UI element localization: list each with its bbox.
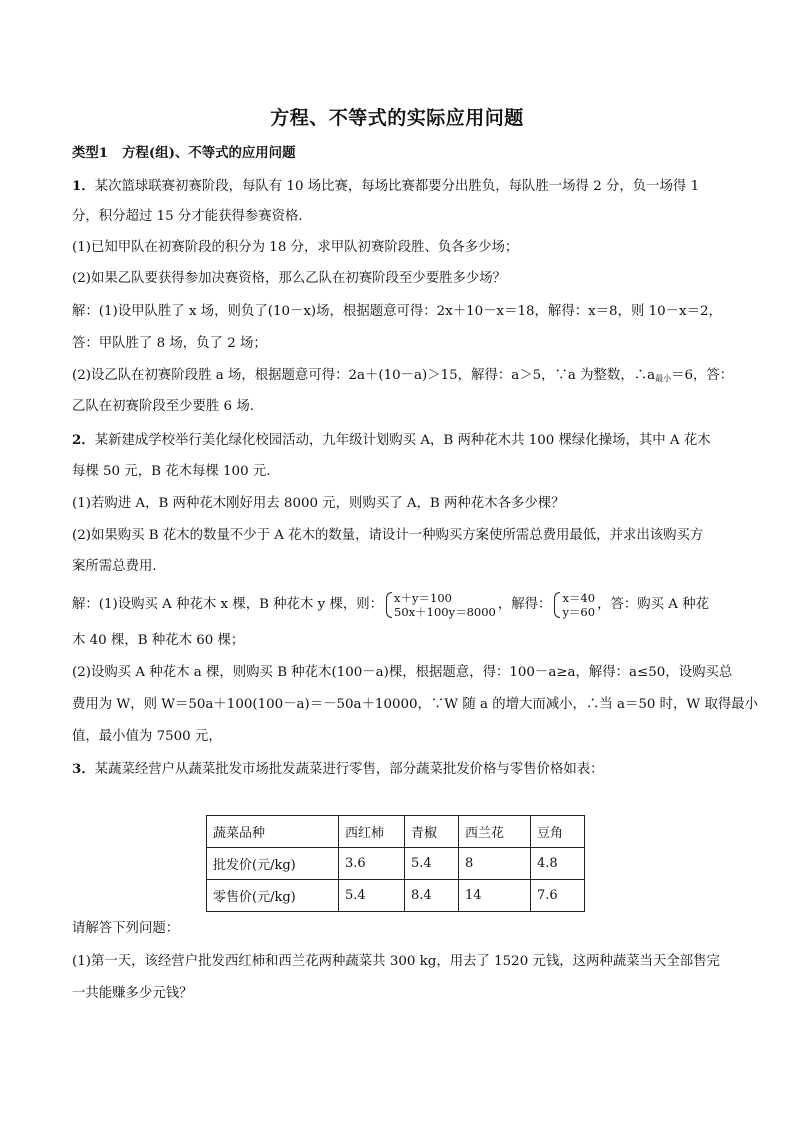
table-cell: 4.8 (531, 848, 585, 880)
q2-line1: 2．某新建成学校举行美化绿化校园活动，九年级计划购买 A，B 两种花木共 100 棵绿化操场，其中 A 花木 (72, 432, 711, 448)
solution-system: x＝40 y＝60 (553, 591, 595, 619)
table-header-cell: 西兰花 (459, 816, 531, 848)
q2-part1: (1)若购进 A，B 两种花木刚好用去 8000 元，则购买了 A，B 两种花木各多少棵？ (72, 496, 565, 511)
equation-system: x＋y＝100 50x＋100y＝8000 (385, 591, 496, 619)
q2-line2: 每棵 50 元，B 花木每棵 100 元． (72, 464, 280, 479)
q1-number: 1． (72, 178, 95, 194)
table-header-cell: 西红柿 (339, 816, 405, 848)
table-cell: 零售价(元/kg) (207, 880, 339, 912)
vegetable-price-table (206, 815, 585, 912)
q1-part2: (2)如果乙队要获得参加决赛资格，那么乙队在初赛阶段至少要胜多少场？ (72, 271, 507, 286)
table-header-cell: 蔬菜品种 (207, 816, 339, 848)
table-cell: 8.4 (405, 880, 459, 912)
q2-solution-line1: 解：(1)设购买 A 种花木 x 棵，B 种花木 y 棵，则： x＋y＝100 50x＋100y＝8000 ，解得： x＝40 y＝60 ，答：购买 A 种花 (72, 590, 709, 619)
q1-solution-line4: 乙队在初赛阶段至少要胜 6 场． (72, 399, 264, 414)
q3-prompt: 请解答下列问题： (72, 921, 180, 936)
table-header-row (207, 816, 585, 848)
q2-part2-line2: 案所需总费用． (72, 559, 166, 574)
q1-part1: (1)已知甲队在初赛阶段的积分为 18 分，求甲队初赛阶段胜、负各多少场； (72, 240, 519, 255)
subscript-min: 最小 (655, 374, 672, 383)
q2-solution-line5: 值，最小值为 7500 元， (72, 729, 222, 744)
table-cell: 5.4 (405, 848, 459, 880)
table-cell: 3.6 (339, 848, 405, 880)
table-row (207, 880, 585, 912)
table-header-cell: 豆角 (531, 816, 585, 848)
table-cell: 7.6 (531, 880, 585, 912)
q1-solution-line2: 答：甲队胜了 8 场，负了 2 场； (72, 336, 267, 351)
q1-solution-line3: (2)设乙队在初赛阶段胜 a 场，根据题意可得：2a＋(10－a)＞15，解得：a＞5，∵a 为整数，$\therefore a_{最小}=6$，答： (72, 368, 734, 383)
q2-part2-line1: (2)如果购买 B 花木的数量不少于 A 花木的数量，请设计一种购买方案使所需总费用最低，并求出该购买方 (72, 528, 704, 543)
table-cell: 14 (459, 880, 531, 912)
table-cell: 5.4 (339, 880, 405, 912)
q2-solution-line2: 木 40 棵，B 种花木 60 棵； (72, 633, 245, 648)
table-row (207, 848, 585, 880)
page-title: 方程、不等式的实际应用问题 (270, 107, 524, 129)
q2-solution-line4: 费用为 W，则 W＝50a＋100(100－a)＝－50a＋10000，∵W 随 a 的增大而减小，∴当 a＝50 时，W 取得最小 (72, 697, 759, 712)
q1-line2: 分，积分超过 15 分才能获得参赛资格． (72, 209, 312, 224)
q1-line1: 1．某次篮球联赛初赛阶段，每队有 10 场比赛，每场比赛都要分出胜负，每队胜一场得 2 分，负一场得 1 (72, 178, 700, 194)
table-cell: 批发价(元/kg) (207, 848, 339, 880)
table-header-cell: 青椒 (405, 816, 459, 848)
q2-solution-line3: (2)设购买 A 种花木 a 棵，则购买 B 种花木(100－a)棵，根据题意，得：100－a≥a，解得：a≤50，设购买总 (72, 665, 733, 680)
q1-solution-line1: 解：(1)设甲队胜了 x 场，则负了(10－x)场，根据题意可得：2x＋10－x＝18，解得：x＝8，则 10－x＝2， (72, 304, 722, 319)
q3-part1-line2: 一共能赚多少元钱？ (72, 986, 193, 1001)
q3-line1: 3．某蔬菜经营户从蔬菜批发市场批发蔬菜进行零售，部分蔬菜批发价格与零售价格如表： (72, 761, 604, 777)
q3-part1-line1: (1)第一天，该经营户批发西红柿和西兰花两种蔬菜共 300 kg，用去了 1520 元钱，这两种蔬菜当天全部售完 (72, 954, 720, 969)
q2-number: 2． (72, 432, 95, 448)
section-label: 类型1 (72, 145, 109, 161)
section-heading (72, 143, 295, 163)
section-name: 方程(组)、不等式的应用问题 (122, 145, 296, 161)
table-cell: 8 (459, 848, 531, 880)
q3-number: 3． (72, 761, 95, 777)
